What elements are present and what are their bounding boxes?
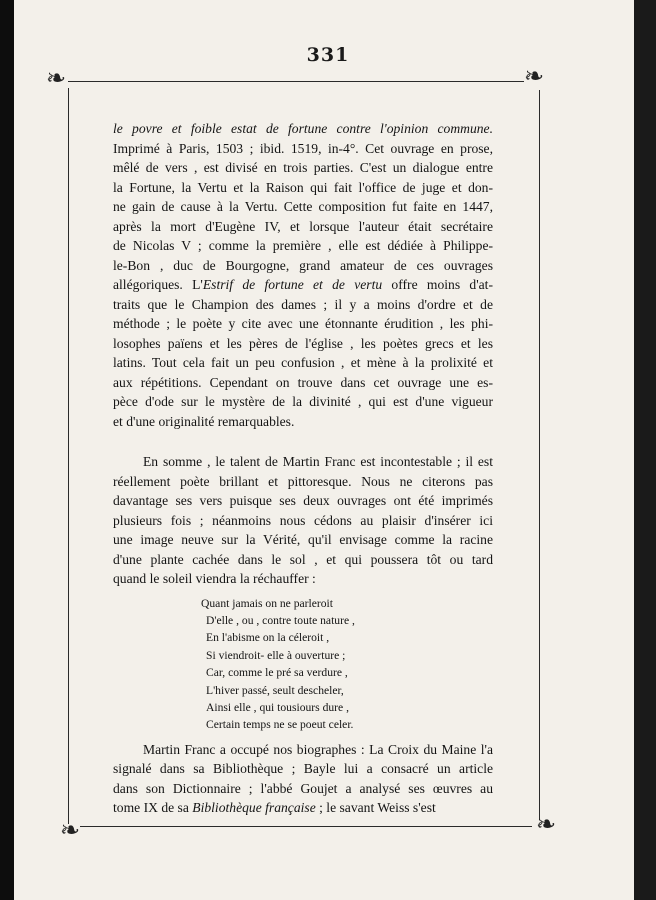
text-segment: traits que le Champion des dames ; il y a moins d'ordre et de [113, 296, 493, 312]
paragraph-biographes [113, 740, 493, 818]
frame-bottom-rule [80, 826, 532, 827]
poem-line: D'elle , ou , contre toute nature , [206, 613, 355, 627]
text-line [113, 740, 493, 760]
text-segment: pèce d'ode sur le mystère de la divinité , qui est d'une vigueur [113, 394, 493, 409]
text-line [113, 353, 493, 373]
poem-line: En l'abisme on la céleroit , [206, 631, 330, 645]
text-segment: losophes païens et les pères de l'église , les poètes grecs et les [113, 335, 493, 351]
poem-line: Si viendroit- elle à ouverture ; [206, 648, 346, 662]
text-segment: la Fortune, la Vertu et la Raison qui fait l'office de juge et don- [113, 179, 493, 195]
text-line [113, 217, 493, 237]
text-line [113, 158, 493, 178]
text-line [113, 197, 493, 217]
text-line [113, 392, 493, 412]
text-segment: plusieurs fois ; néanmoins nous cédons au plaisir d'insérer ici [113, 512, 493, 528]
text-line [113, 530, 493, 550]
text-segment: ; le savant Weiss s'est [315, 800, 436, 816]
text-segment: méthode ; le poète y cite avec une étonnante érudition , les phi- [113, 316, 493, 331]
text-line [113, 759, 493, 779]
text-segment: et d'une originalité remarquables. [113, 413, 295, 429]
text-line [113, 275, 493, 295]
text-line [113, 511, 493, 531]
italic-text: Estrif de fortune et de vertu [202, 277, 383, 292]
text-line [113, 491, 493, 511]
text-segment: latins. Tout cela fait un peu confusion , et mène à la prolixité et [113, 355, 493, 370]
text-segment: réellement poète brillant et pittoresque. Nous ne citerons pas [113, 473, 493, 489]
flourish-bottom-right-icon: ❧ [536, 810, 557, 838]
text-line [113, 314, 493, 334]
text-line [113, 295, 493, 315]
text-segment: d'une plante cachée dans le sol , et qui poussera tôt ou tard [113, 551, 493, 567]
text-line [113, 472, 493, 492]
text-line [113, 452, 493, 472]
italic-text: Bibliothèque française [192, 800, 316, 816]
text-segment: tome IX de sa [113, 800, 193, 816]
flourish-bottom-left-icon: ❧ [60, 816, 81, 844]
text-segment: quand le soleil viendra la réchauffer : [113, 571, 316, 586]
text-line [113, 334, 493, 354]
flourish-top-left-icon: ❧ [46, 64, 67, 92]
text-segment: une image neuve sur la Vérité, qu'il envisage comme la racine [113, 532, 493, 547]
poem-line: Certain temps ne se poeut celer. [206, 718, 354, 732]
frame-right-rule [539, 90, 540, 820]
text-line [113, 236, 493, 256]
frame-top-rule [68, 81, 524, 82]
text-segment: davantage ses vers puisque ses deux ouvrages ont été imprimés [113, 493, 493, 508]
italic-text: le povre et foible estat de fortune contre l'opinion commune. [113, 121, 493, 136]
book-edge [634, 0, 656, 900]
text-line [113, 779, 493, 799]
text-line [113, 569, 493, 589]
text-segment: dans son Dictionnaire ; l'abbé Goujet a analysé ses œuvres au [113, 780, 493, 796]
text-segment: signalé dans sa Bibliothèque ; Bayle lui a consacré un article [113, 761, 493, 777]
poem-line: Quant jamais on ne parleroit [201, 596, 333, 610]
text-segment: ne gain de cause à la Vertu. Cette composition fut faite en 1447, [113, 199, 493, 214]
text-line [113, 412, 493, 432]
text-line [113, 178, 493, 198]
page-text [113, 119, 493, 818]
poem-line: L'hiver passé, seult descheler, [206, 683, 344, 697]
poem-verite [113, 595, 493, 734]
text-line [113, 119, 493, 139]
text-line [113, 550, 493, 570]
paragraph-estrif [113, 119, 493, 431]
text-segment: offre moins d'at- [382, 277, 493, 292]
flourish-top-right-icon: ❧ [524, 62, 545, 90]
text-segment: de Nicolas V ; comme la première , elle est dédiée à Philippe- [113, 238, 493, 253]
text-segment: le-Bon , duc de Bourgogne, grand amateur de ces ouvrages [113, 257, 493, 273]
text-segment: allégoriques. L' [113, 277, 203, 292]
paragraph-talent [113, 452, 493, 589]
poem-line: Car, comme le pré sa verdure , [206, 666, 348, 680]
text-segment: aux répétitions. Cependant on trouve dans cet ouvrage une es- [113, 374, 493, 390]
page-number: 331 [306, 44, 350, 66]
frame-left-rule [68, 88, 69, 824]
text-segment: après la mort d'Eugène IV, et lorsque l'auteur était secrétaire [113, 218, 493, 234]
text-segment: En somme , le talent de Martin Franc est incontestable ; il est [143, 454, 493, 469]
text-segment: mêlé de vers , est divisé en trois parties. C'est un dialogue entre [113, 160, 493, 175]
text-line [113, 256, 493, 276]
poem-line: Ainsi elle , qui tousiours dure , [206, 700, 349, 714]
text-line [113, 373, 493, 393]
text-line [113, 139, 493, 159]
text-line [113, 798, 493, 818]
text-segment: Martin Franc a occupé nos biographes : La Croix du Maine l'a [143, 741, 493, 757]
text-segment: Imprimé à Paris, 1503 ; ibid. 1519, in-4°. Cet ouvrage en prose, [113, 140, 493, 156]
